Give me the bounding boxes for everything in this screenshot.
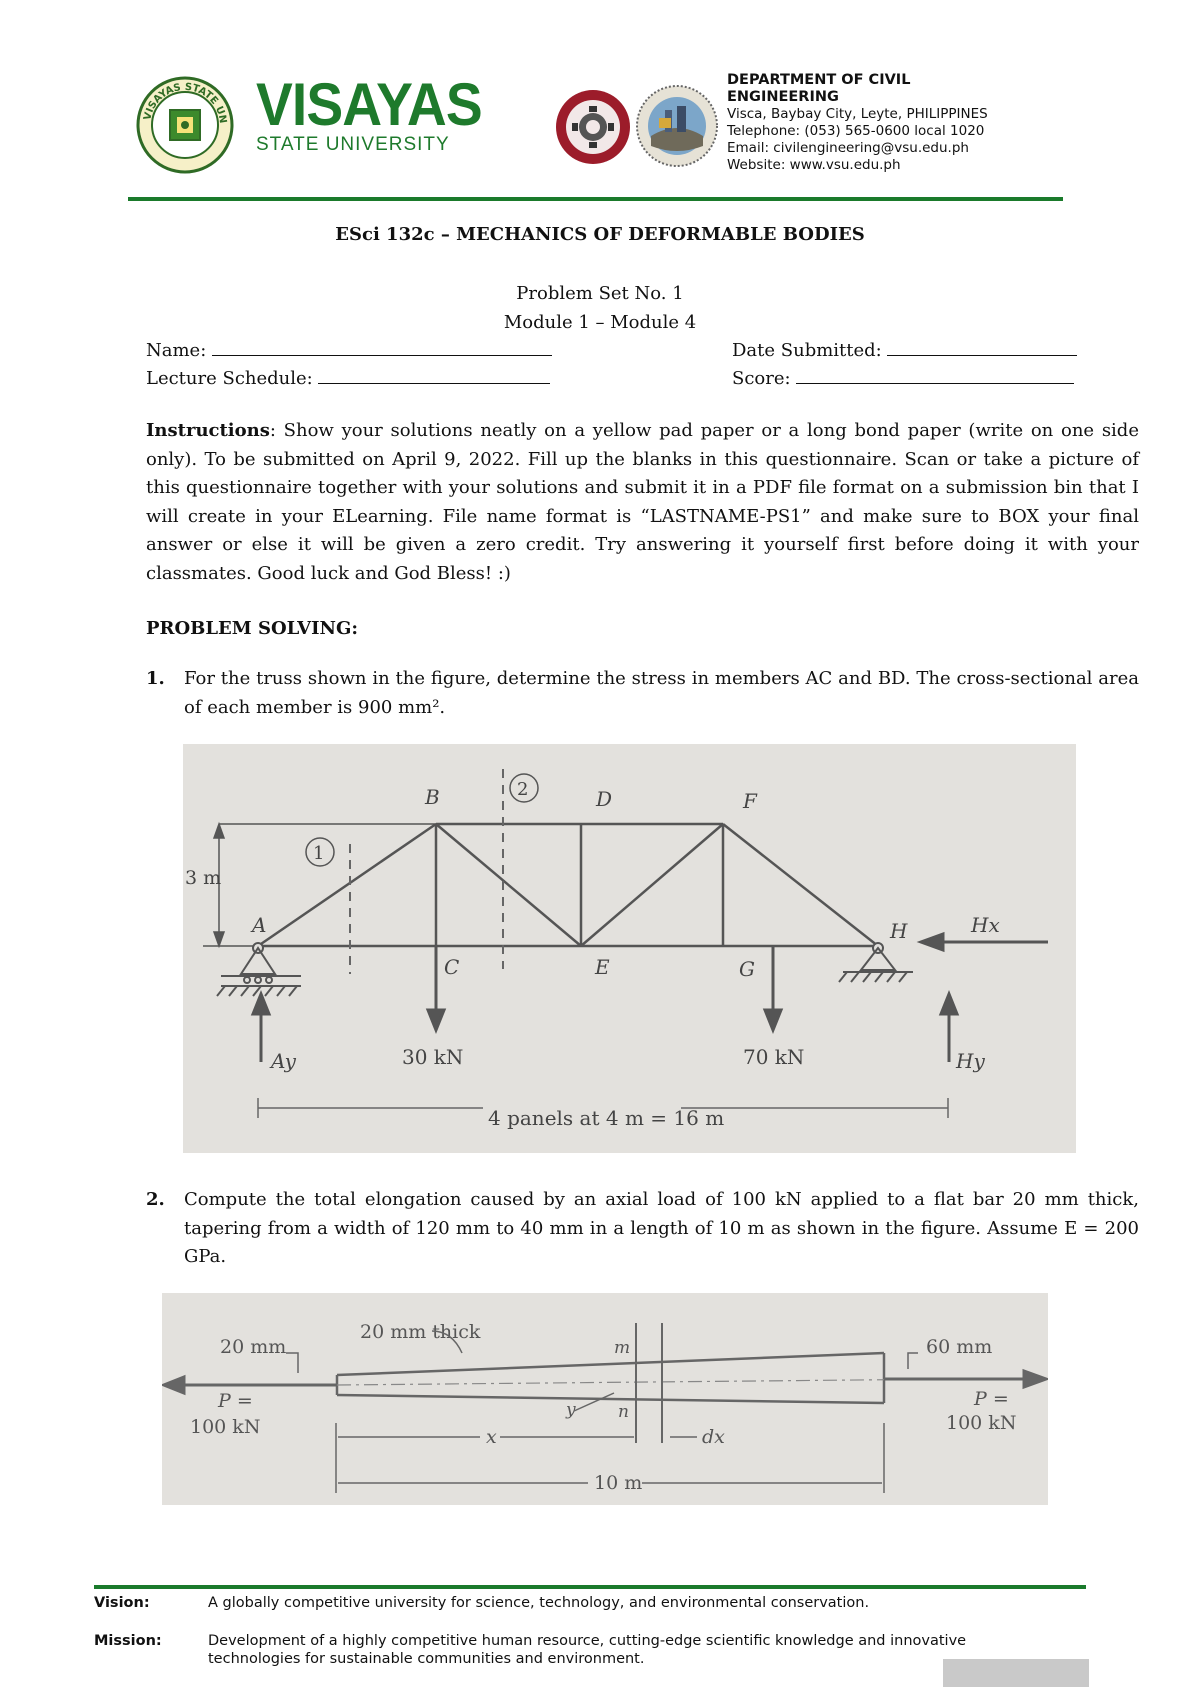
problem-set-header (0, 279, 1200, 337)
name-field (146, 337, 552, 361)
joint-c-label: C (444, 955, 460, 979)
department-website: Website: www.vsu.edu.ph (727, 157, 901, 173)
span-label: 4 panels at 4 m = 16 m (488, 1106, 725, 1130)
joint-f-label: F (743, 789, 757, 813)
load-c-label: 30 kN (402, 1045, 464, 1069)
joint-e-label: E (595, 955, 610, 979)
section-2-label: 2 (517, 779, 529, 800)
footer-divider (94, 1585, 1086, 1589)
vsu-seal-logo (136, 76, 234, 174)
joint-g-label: G (739, 957, 755, 981)
date-submitted-label: Date Submitted: (732, 340, 882, 361)
score-blank[interactable] (796, 365, 1074, 384)
height-label: 3 m (185, 867, 222, 889)
hx-label: Hx (971, 913, 1000, 937)
tapered-bar-figure (162, 1293, 1048, 1505)
section-heading: PROBLEM SOLVING: (146, 618, 359, 639)
joint-d-label: D (596, 787, 613, 811)
department-address: Visca, Baybay City, Leyte, PHILIPPINES (727, 106, 988, 122)
department-email: Email: civilengineering@vsu.edu.ph (727, 140, 969, 156)
lecture-schedule-blank[interactable] (318, 365, 550, 384)
department-name: DEPARTMENT OF CIVIL ENGINEERING (727, 72, 911, 105)
truss-figure (183, 744, 1076, 1153)
lecture-schedule-label: Lecture Schedule: (146, 368, 313, 389)
mission-label: Mission: (94, 1633, 162, 1649)
instructions-text: : Show your solutions neatly on a yellow pad paper or a long bond paper (write on one side only). To be submitted on April 9, 2022. Fill up the blanks in this questionnaire. Scan or take a picture of this questionnaire together with your solutions and submit it in a PDF file format on a submission bin that I will create in your ELearning. File name format is “LASTNAME-PS1” and make sure to BOX your final answer or else it will be given a zero credit. Try answering it yourself first before doing it with your classmates. Good luck and God Bless! :) (146, 420, 1139, 584)
joint-h-label: H (890, 919, 908, 943)
date-submitted-field (732, 337, 1077, 361)
joint-b-label: B (425, 785, 440, 809)
name-blank[interactable] (212, 337, 552, 356)
university-wordmark (256, 71, 536, 156)
tapered-bar (337, 1353, 884, 1403)
dx-label: dx (702, 1426, 725, 1448)
right-width-label: 60 mm (926, 1336, 993, 1358)
p-right-value: 100 kN (946, 1412, 1017, 1434)
ay-label: Ay (271, 1049, 296, 1073)
name-label: Name: (146, 340, 207, 361)
x-label: x (486, 1426, 497, 1448)
header-divider (128, 197, 1063, 201)
load-g-label: 70 kN (743, 1045, 805, 1069)
score-field (732, 365, 1074, 389)
university-subtitle: STATE UNIVERSITY (256, 134, 450, 155)
problem-1-number: 1. (146, 668, 165, 689)
p-left-label: P = (218, 1390, 253, 1412)
problem-set-number: Problem Set No. 1 (516, 283, 684, 304)
length-label: 10 m (594, 1472, 643, 1494)
load-arrows (253, 934, 1048, 1062)
section-mn (636, 1323, 662, 1443)
department-telephone: Telephone: (053) 565-0600 local 1020 (727, 123, 985, 139)
course-title: ESci 132c – MECHANICS OF DEFORMABLE BODIES (335, 224, 865, 245)
hy-label: Hy (956, 1049, 985, 1073)
instructions-label: Instructions (146, 420, 270, 441)
seal-text: VISAYAS STATE UN (142, 81, 229, 125)
section-1-label: 1 (313, 843, 325, 864)
n-label: n (618, 1402, 629, 1422)
problem-2 (146, 1186, 1139, 1272)
p-right-label: P = (974, 1388, 1009, 1410)
module-range: Module 1 – Module 4 (503, 312, 697, 333)
score-label: Score: (732, 368, 791, 389)
pin-support-h (839, 943, 913, 982)
footer-gray-box (943, 1659, 1089, 1687)
vision-label: Vision: (94, 1595, 150, 1611)
instructions (146, 417, 1139, 589)
pin-support-a (217, 943, 301, 996)
y-label: y (566, 1400, 576, 1420)
problem-1-text: For the truss shown in the figure, determine the stress in members AC and BD. The cross-sectional area of each member is 900 mm². (184, 668, 1139, 718)
gear-seal-logo (554, 86, 632, 168)
mission-text: Development of a highly competitive human resource, cutting-edge scientific knowledge and innovative technologies for sustainable communities and environment. (208, 1633, 967, 1667)
problem-2-number: 2. (146, 1189, 165, 1210)
date-submitted-blank[interactable] (887, 337, 1077, 356)
lecture-schedule-field (146, 365, 550, 389)
department-contact-block (727, 72, 1027, 174)
civil-engineering-seal-logo (635, 84, 719, 168)
problem-1 (146, 665, 1139, 722)
left-width-label: 20 mm (220, 1336, 287, 1358)
vision-text: A globally competitive university for science, technology, and environmental conservation. (208, 1595, 870, 1611)
university-name: VISAYAS (256, 71, 482, 138)
m-label: m (614, 1338, 631, 1358)
p-left-value: 100 kN (190, 1416, 261, 1438)
axial-load-arrows (164, 1371, 1046, 1393)
problem-2-text: Compute the total elongation caused by an axial load of 100 kN applied to a flat bar 20 mm thick, tapering from a width of 120 mm to 40 mm in a length of 10 m as shown in the figure. Assume E = 200 GPa. (184, 1189, 1139, 1268)
thickness-label: 20 mm thick (360, 1321, 481, 1343)
joint-a-label: A (252, 913, 267, 937)
